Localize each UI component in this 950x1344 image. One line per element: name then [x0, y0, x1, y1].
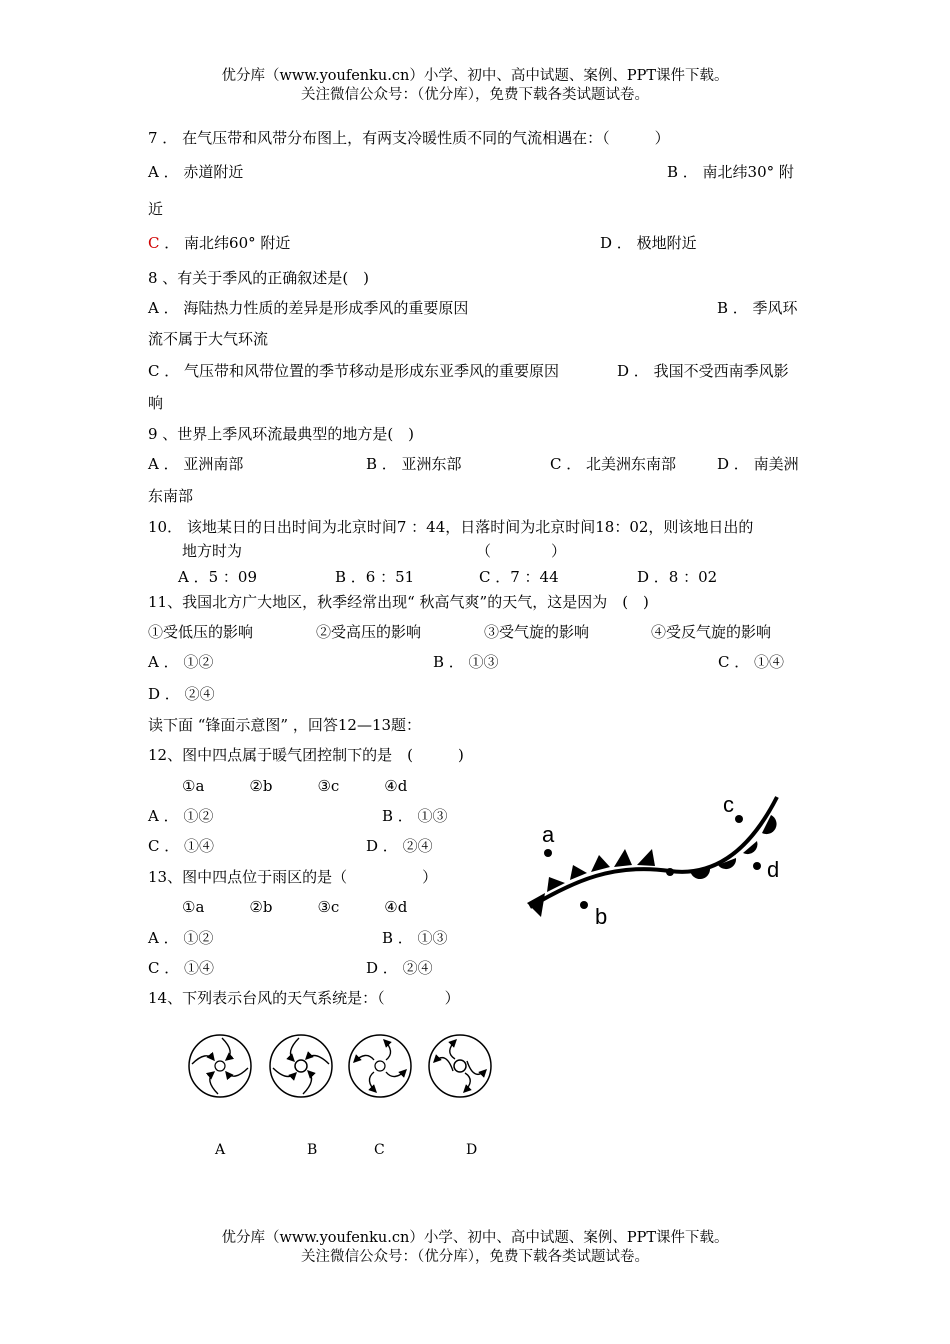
point-a-dot [544, 849, 552, 857]
q9-option-d: D ． 南美洲 [717, 455, 799, 473]
q8-option-c: C ． 气压带和风带位置的季节移动是形成东亚季风的重要原因 [148, 362, 560, 380]
q7-option-c [148, 232, 290, 253]
cold-front-triangle [614, 849, 632, 867]
q13-option-a: A ． ①② [148, 929, 214, 947]
q10-answer-paren: （ ） [476, 542, 567, 560]
front-line [530, 797, 780, 907]
q12-option-d: D ． ②④ [366, 837, 433, 855]
q10-option-d: D ．8 ：02 [637, 568, 718, 586]
q11-choice-2: ②受高压的影响 [316, 623, 422, 641]
q9-option-c: C ． 北美洲东南部 [550, 455, 677, 473]
cold-front-triangle [637, 849, 655, 866]
q12-option-a: A ． ①② [148, 807, 214, 825]
q9-option-a: A ． 亚洲南部 [148, 455, 244, 473]
q8-option-a: A ． 海陆热力性质的差异是形成季风的重要原因 [148, 299, 469, 317]
diagram-b [270, 1035, 332, 1097]
q12-stem: 12、图中四点属于暖气团控制下的是 ( ) [148, 746, 464, 764]
q13-stem: 13、图中四点位于雨区的是（ ） [148, 868, 438, 886]
typhoon-diagrams [180, 1028, 500, 1104]
diagram-label-d: D [466, 1142, 478, 1158]
point-c-dot [735, 815, 743, 823]
q11-option-c: C ． ①④ [718, 653, 785, 671]
cold-front-triangle [527, 893, 545, 917]
diagram-a [189, 1035, 251, 1097]
diagram-label-c: C [374, 1142, 385, 1158]
footer-line-1: 优分库（www.youfenku.cn）小学、初中、高中试题、案例、PPT课件下载。 [221, 1230, 729, 1246]
front-diagram-intro: 读下面 “锋面示意图” ，回答12—13题： [148, 716, 422, 734]
q10-option-a: A ．5 ：09 [178, 568, 257, 586]
point-d-dot [753, 862, 761, 870]
q13-option-b: B ． ①③ [382, 929, 448, 947]
diagram-d [429, 1035, 491, 1097]
q7-option-c-text: ． 南北纬60° 附近 [159, 234, 291, 252]
cold-front-triangle [591, 855, 610, 872]
q9-option-d-continued: 东南部 [148, 487, 194, 505]
q8-option-d-continued: 响 [148, 394, 164, 412]
point-a-label: a [542, 822, 555, 847]
point-b-dot [580, 901, 588, 909]
q11-choice-3: ③受气旋的影响 [484, 623, 590, 641]
diagram-label-a: A [215, 1142, 226, 1158]
q12-option-b: B ． ①③ [382, 807, 448, 825]
point-b-label: b [595, 904, 608, 929]
header-line-2: 关注微信公众号：（优分库），免费下载各类试题试卷。 [301, 87, 649, 103]
front-diagram [515, 785, 815, 935]
q10-option-b: B ．6 ：51 [335, 568, 415, 586]
point-c-label: c [723, 792, 734, 817]
q8-option-b-continued: 流不属于大气环流 [148, 330, 269, 348]
q9-option-b: B ． 亚洲东部 [366, 455, 462, 473]
diagram-c [349, 1035, 411, 1097]
q7-option-a: A ． 赤道附近 [148, 163, 244, 181]
q12-choices: ①a ②b ③c ④d [182, 777, 408, 795]
point-d-label: d [767, 857, 780, 882]
q13-choices: ①a ②b ③c ④d [182, 898, 408, 916]
q11-choice-1: ①受低压的影响 [148, 623, 254, 641]
q9-stem: 9 、世界上季风环流最典型的地方是( ) [148, 425, 415, 443]
q7-option-c-letter: C [148, 234, 160, 252]
front-junction-dot [666, 868, 674, 876]
q11-stem: 11、我国北方广大地区，秋季经常出现“ 秋高气爽”的天气，这是因为 ( ) [148, 593, 649, 611]
q10-stem: 10． 该地某日的日出时间为北京时间7 ：44，日落时间为北京时间18：02，则该地日出的 [148, 518, 754, 536]
q10-stem-continued: 地方时为 [182, 542, 243, 560]
q10-option-c: C ．7 ：44 [479, 568, 559, 586]
q7-option-d: D ． 极地附近 [600, 234, 697, 252]
q7-option-b: B ． 南北纬30° 附 [667, 163, 794, 181]
q11-choice-4: ④受反气旋的影响 [651, 623, 772, 641]
q13-option-d: D ． ②④ [366, 959, 433, 977]
q8-stem: 8 、有关于季风的正确叙述是( ) [148, 269, 370, 287]
q8-option-b: B ． 季风环 [717, 299, 798, 317]
q11-option-d: D ． ②④ [148, 685, 215, 703]
q11-option-b: B ． ①③ [433, 653, 499, 671]
header-line-1: 优分库（www.youfenku.cn）小学、初中、高中试题、案例、PPT课件下载。 [221, 68, 729, 84]
q12-option-c: C ． ①④ [148, 837, 215, 855]
diagram-label-b: B [307, 1142, 318, 1158]
footer-line-2: 关注微信公众号：（优分库），免费下载各类试题试卷。 [301, 1249, 649, 1265]
q11-option-a: A ． ①② [148, 653, 214, 671]
q14-stem: 14、下列表示台风的天气系统是：（ ） [148, 989, 460, 1007]
q7-stem: 7 ． 在气压带和风带分布图上，有两支冷暖性质不同的气流相遇在：（ ） [148, 129, 670, 147]
q7-option-b-continued: 近 [148, 200, 164, 218]
q13-option-c: C ． ①④ [148, 959, 215, 977]
q8-option-d: D ． 我国不受西南季风影 [617, 362, 789, 380]
